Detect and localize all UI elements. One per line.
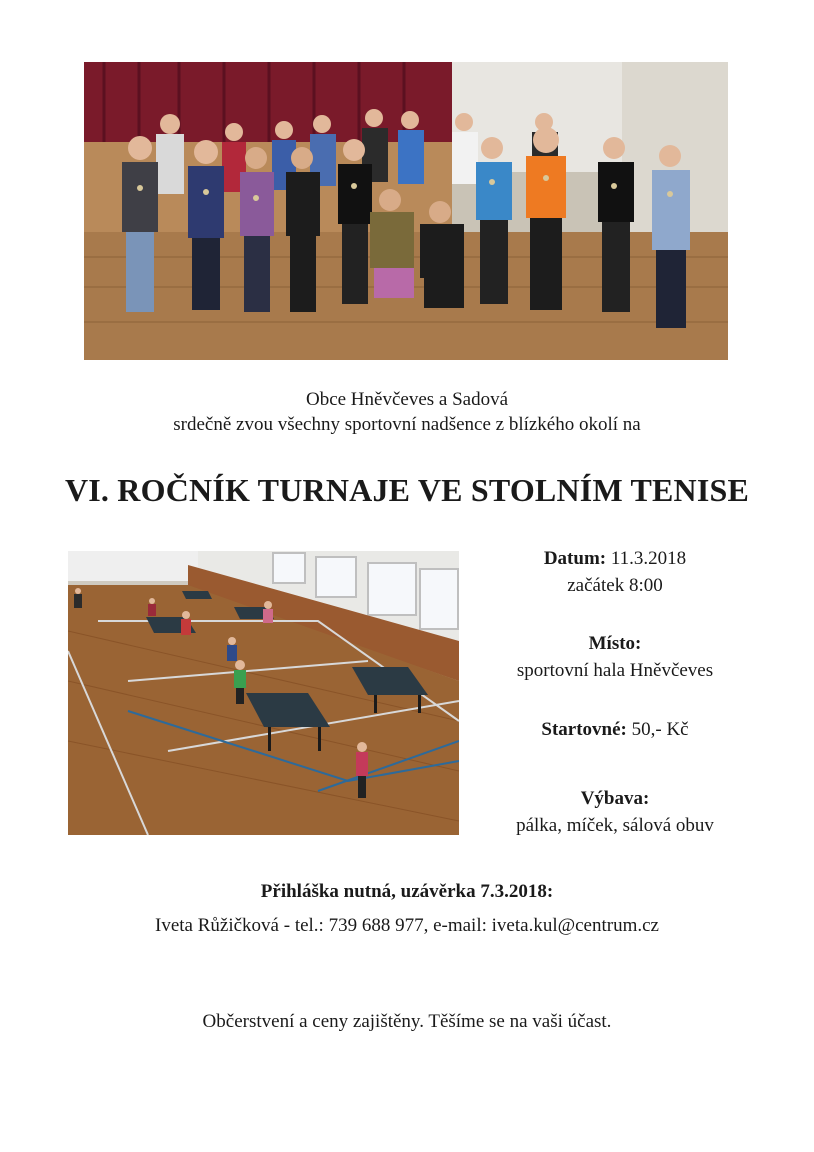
gear-value: pálka, míček, sálová obuv (516, 815, 714, 836)
registration-contact: Iveta Růžičková - tel.: 739 688 977, e-mail: iveta.kul@centrum.cz (155, 915, 659, 936)
place-label-text: Místo: (588, 633, 642, 654)
gear-label (470, 785, 760, 812)
start-time: začátek 8:00 (567, 575, 663, 596)
date-value: 11.3.2018 (610, 548, 687, 569)
hall-photo-illustration (68, 551, 459, 835)
gear-label-text: Výbava: (580, 788, 650, 809)
fee-value: 50,- Kč (631, 719, 689, 740)
registration-title: Přihláška nutná, uzávěrka 7.3.2018: (260, 881, 554, 902)
date-line (470, 545, 760, 572)
intro-line-1: Obce Hněvčeves a Sadová (305, 389, 509, 410)
team-photo-illustration (84, 62, 728, 360)
team-photo (84, 62, 728, 360)
fee-label: Startovné: (541, 719, 627, 740)
tournament-title: VI. ROČNÍK TURNAJE VE STOLNÍM TENISE (64, 472, 750, 508)
fee-line (470, 716, 760, 743)
place-label (470, 630, 760, 657)
intro-line-2: srdečně zvou všechny sportovní nadšence z blízkého okolí na (173, 414, 641, 435)
hall-photo (68, 551, 459, 835)
closing-line: Občerstvení a ceny zajištěny. Těšíme se na vaši účast. (202, 1011, 612, 1032)
date-label: Datum: (543, 548, 607, 569)
place-value: sportovní hala Hněvčeves (516, 660, 714, 681)
